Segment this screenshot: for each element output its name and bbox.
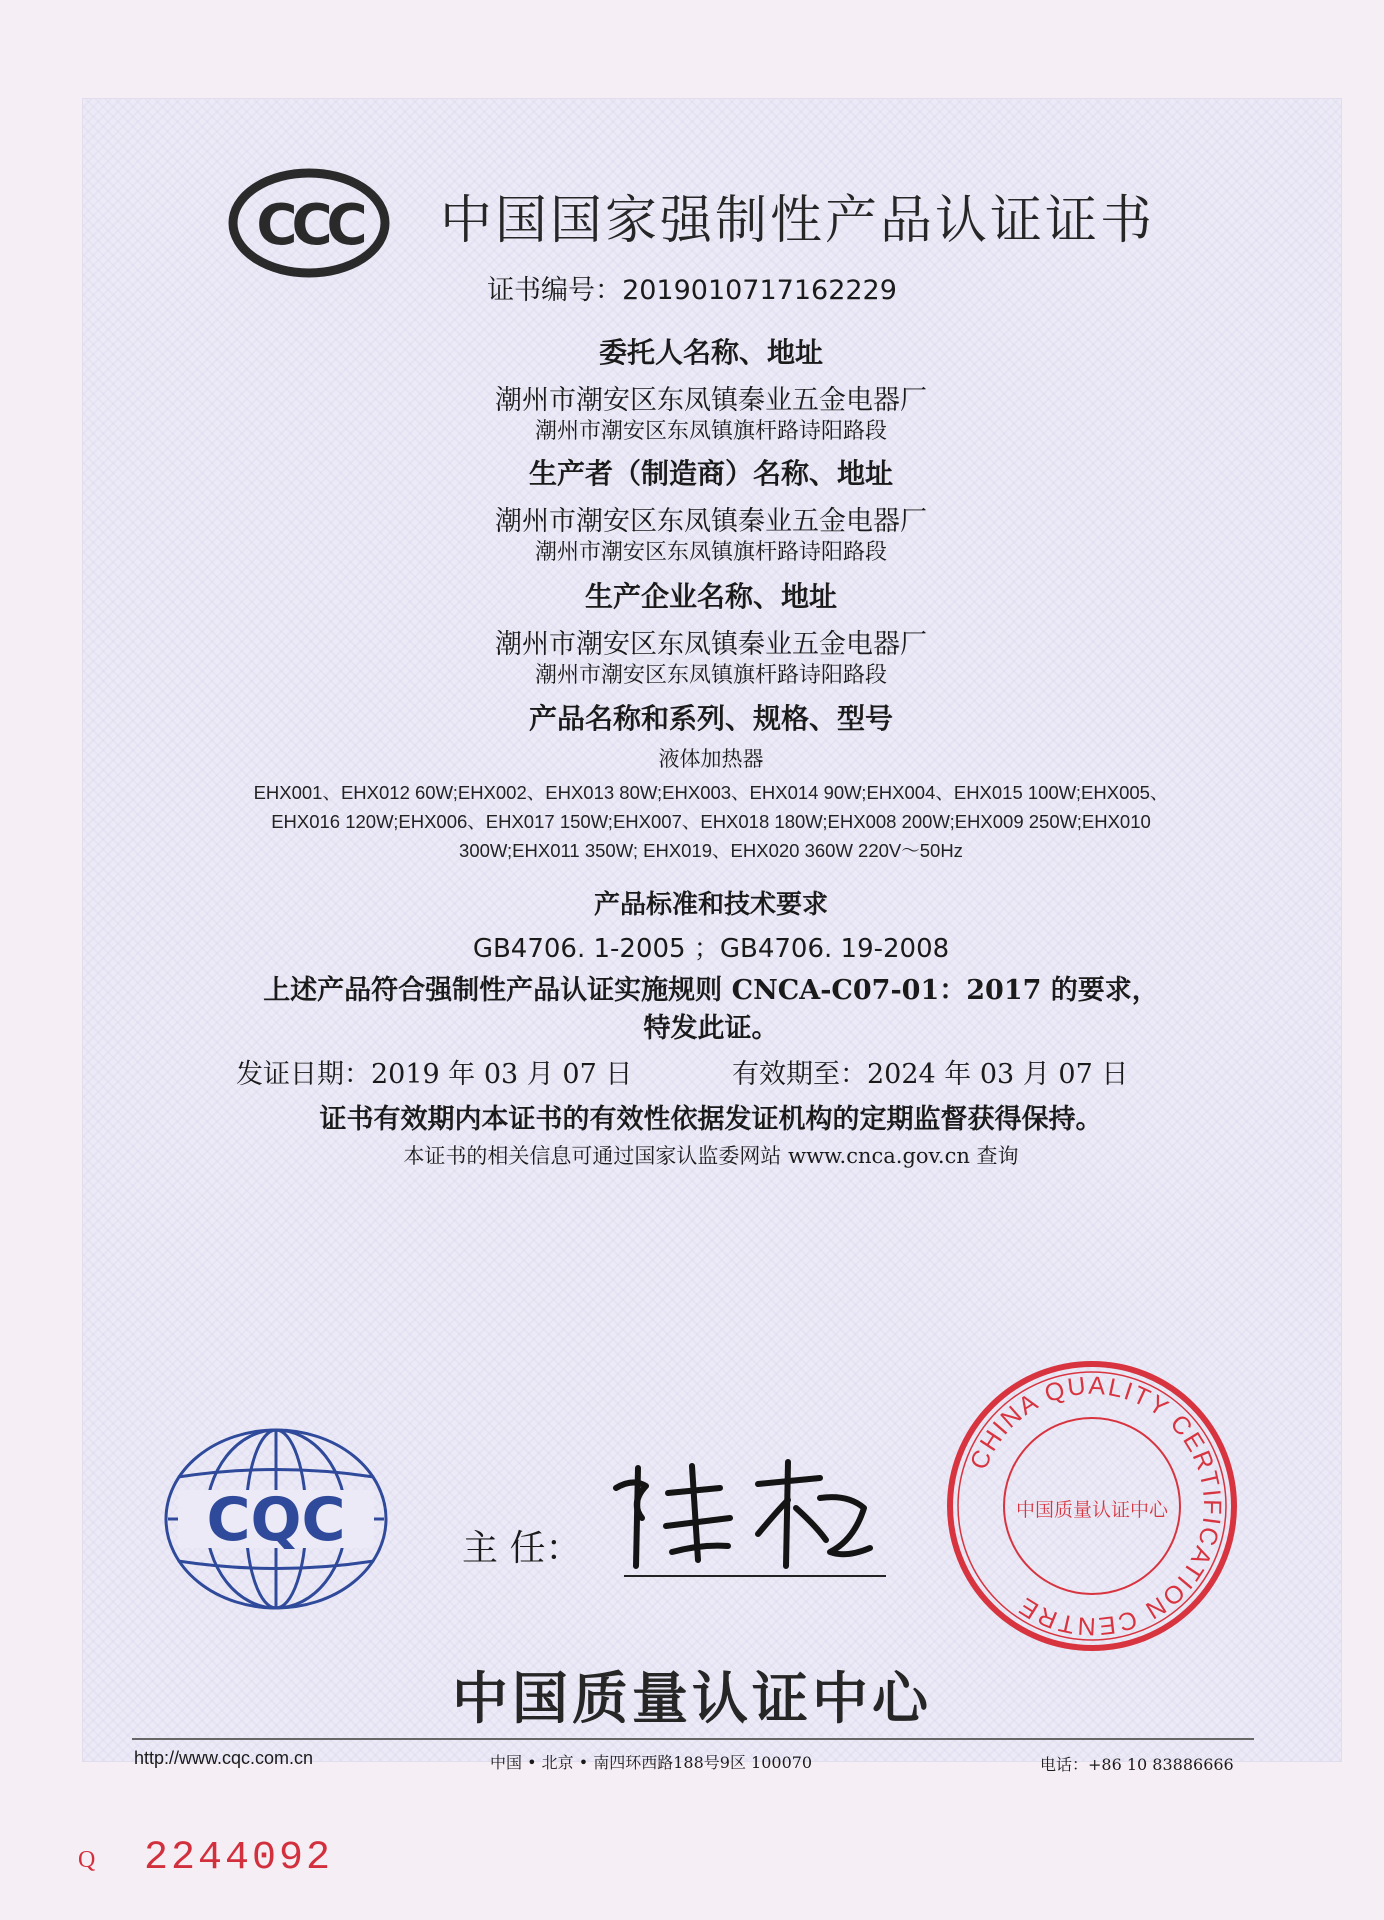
product-models <box>82 778 1340 865</box>
seal-outer-text: CHINA QUALITY CERTIFICATION CENTRE <box>964 1371 1227 1641</box>
director-signature <box>608 1448 878 1578</box>
expiry-date <box>732 1052 1128 1091</box>
model-line: EHX016 120W;EHX006、EHX017 150W;EHX007、EHX018 180W;EHX008 200W;EHX009 250W;EHX010 <box>271 811 1151 832</box>
inquiry-note: 本证书的相关信息可通过国家认监委网站 www.cnca.gov.cn 查询 <box>403 1144 1019 1168</box>
director-label: 主 任： <box>462 1528 582 1569</box>
serial-number: 2244092 <box>144 1836 334 1881</box>
applicant-name: 潮州市潮安区东凤镇秦业五金电器厂 <box>495 385 927 416</box>
factory-name: 潮州市潮安区东凤镇秦业五金电器厂 <box>495 629 927 660</box>
conformity-statement <box>82 972 1340 1048</box>
standards-heading: 产品标准和技术要求 <box>593 890 828 920</box>
seal-inner-text: 中国质量认证中心 <box>1015 1499 1169 1521</box>
product-heading: 产品名称和系列、规格、型号 <box>528 702 893 735</box>
issue-date <box>236 1052 632 1091</box>
conformity-line-2: 特发此证。 <box>643 1013 779 1044</box>
ccc-logo-text: CCC <box>256 193 362 258</box>
certificate-number-line <box>0 268 1384 307</box>
certificate-number-label: 证书编号： <box>487 275 623 306</box>
conformity-line-1: 上述产品符合强制性产品认证实施规则 CNCA-C07-01：2017 的要求， <box>263 975 1159 1006</box>
applicant-address: 潮州市潮安区东凤镇旗杆路诗阳路段 <box>534 419 887 444</box>
serial-prefix: Q <box>78 1847 96 1873</box>
certification-seal <box>942 1356 1242 1656</box>
issuer-name: 中国质量认证中心 <box>452 1667 932 1732</box>
standards-value: GB4706. 1-2005 ；GB4706. 19-2008 <box>472 934 950 964</box>
model-line: 300W;EHX011 350W; EHX019、EHX020 360W 220V～50Hz <box>459 840 963 861</box>
model-line: EHX001、EHX012 60W;EHX002、EHX013 80W;EHX003、EHX014 90W;EHX004、EHX015 100W;EHX005、 <box>253 782 1169 803</box>
manufacturer-name: 潮州市潮安区东凤镇秦业五金电器厂 <box>495 506 927 537</box>
product-name: 液体加热器 <box>658 747 764 771</box>
expiry-date-label: 有效期至： <box>732 1059 867 1090</box>
manufacturer-address: 潮州市潮安区东凤镇旗杆路诗阳路段 <box>534 540 887 565</box>
issue-date-value: 2019 年 03 月 07 日 <box>371 1059 633 1090</box>
expiry-date-value: 2024 年 03 月 07 日 <box>867 1059 1129 1090</box>
applicant-heading: 委托人名称、地址 <box>598 336 823 369</box>
issue-date-label: 发证日期： <box>236 1059 371 1090</box>
cqc-logo <box>158 1422 394 1616</box>
ccc-logo <box>228 168 390 278</box>
signature-line <box>624 1575 886 1577</box>
certificate-number: 2019010717162229 <box>622 275 897 306</box>
cqc-logo-text: CQC <box>206 1485 346 1555</box>
manufacturer-heading: 生产者（制造商）名称、地址 <box>528 457 893 490</box>
factory-heading: 生产企业名称、地址 <box>584 580 837 613</box>
footer-divider <box>132 1738 1254 1740</box>
certificate-title: 中国国家强制性产品认证证书 <box>440 191 1156 251</box>
footer-url[interactable]: http://www.cqc.com.cn <box>134 1748 314 1768</box>
factory-address: 潮州市潮安区东凤镇旗杆路诗阳路段 <box>534 663 887 688</box>
validity-note: 证书有效期内本证书的有效性依据发证机构的定期监督获得保持。 <box>319 1104 1103 1135</box>
footer-address: 中国 • 北京 • 南四环西路188号9区 100070 <box>490 1753 813 1772</box>
footer-phone: 电话：+86 10 83886666 <box>1040 1755 1234 1774</box>
